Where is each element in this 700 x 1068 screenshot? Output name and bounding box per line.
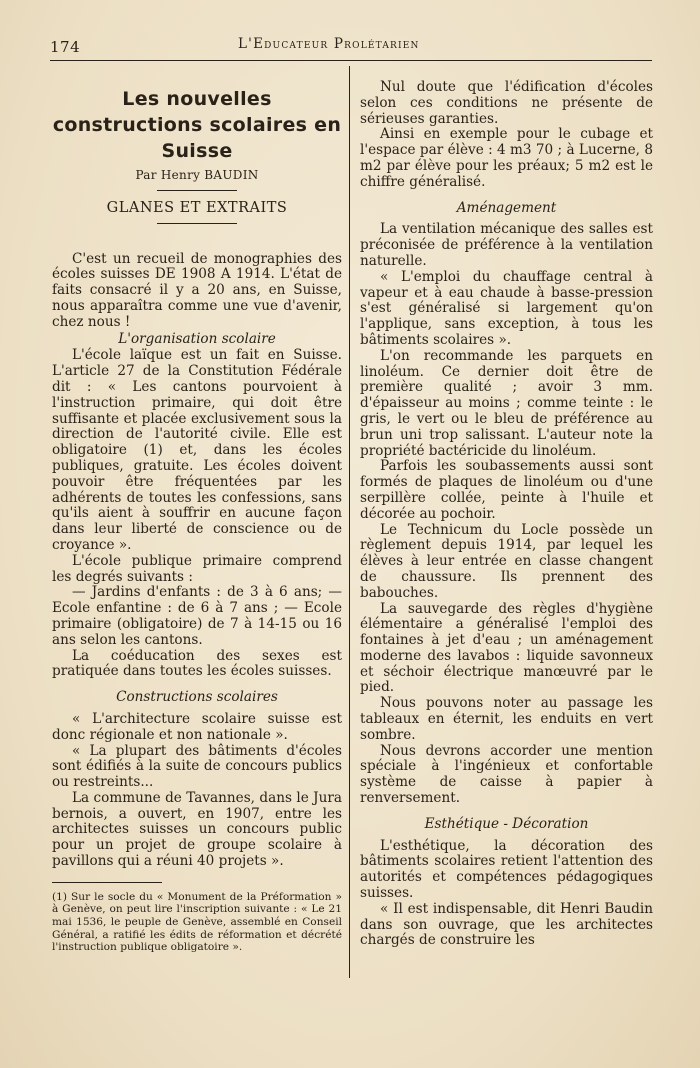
paragraph: « L'architecture scolaire suisse est donc régionale et non nationale ». — [52, 710, 342, 743]
right-column — [360, 80, 653, 949]
intro-paragraph: C'est un recueil de monographies des écoles suisses DE 1908 A 1914. L'état de faits consacré il y a 20 ans, en Suisse, nous apparaîtra comme une vue d'avenir, chez nous ! — [52, 250, 342, 330]
page-number: 174 — [50, 38, 81, 56]
column-divider — [349, 66, 350, 978]
title-rule — [157, 190, 237, 191]
paragraph: « L'emploi du chauffage central à vapeur et à eau chaude à basse-pression s'est généralisé si largement qu'on l'applique, sans exception, à tous les bâtiments scolaires ». — [360, 268, 653, 348]
section-heading-organisation: L'organisation scolaire — [118, 330, 276, 347]
article-title: Les nouvelles constructions scolaires en Suisse — [52, 88, 342, 162]
paragraph: L'on recommande les parquets en linoléum. Ce dernier doit être de première qualité ; avoir 3 mm. d'épaisseur au moins ; comme teinte : le gris, le vert ou le bleu de préférence au brun uni trop salissant. L'auteur note la propriété bactéricide du linoléum. — [360, 347, 653, 459]
paragraph: L'esthétique, la décoration des bâtiments scolaires retient l'attention des autorités et compétences pédagogiques suisses. — [360, 837, 653, 902]
left-column — [52, 78, 342, 954]
paragraph: L'école publique primaire comprend les degrés suivants : — [52, 552, 342, 585]
article-byline: Par Henry BAUDIN — [135, 168, 259, 182]
paragraph: « La plupart des bâtiments d'écoles sont édifiés à la suite de concours publics ou restreints... — [52, 742, 342, 791]
section-heading-constructions: Constructions scolaires — [116, 689, 278, 706]
section-heading-amenagement: Aménagement — [456, 199, 557, 216]
paragraph: « Il est indispensable, dit Henri Baudin dans son ouvrage, que les architectes chargés de construire les — [360, 900, 653, 949]
paragraph: La sauvegarde des règles d'hygiène élémentaire a généralisé l'emploi des fontaines à jet d'eau ; un aménagement moderne des lavabos : liquide savonneux et séchoir électrique manœuvré par le pied. — [360, 600, 653, 696]
footnote-rule — [52, 882, 162, 883]
running-head: L'Educateur Prolétarien — [238, 36, 420, 52]
paragraph: Nous devrons accorder une mention spéciale à l'ingénieux et confortable système de caisse à papier à renversement. — [360, 742, 653, 807]
paragraph: La commune de Tavannes, dans le Jura bernois, a ouvert, en 1907, entre les architectes suisses un concours public pour un projet de groupe scolaire à pavillons qui a réuni 40 projets ». — [52, 789, 342, 870]
paragraph: Nul doute que l'édification d'écoles selon ces conditions ne présente de sérieuses garanties. — [360, 79, 653, 127]
paragraph-list: — Jardins d'enfants : de 3 à 6 ans; — Ecole enfantine : de 6 à 7 ans ; — Ecole primaire (obligatoire) de 7 à 14-15 ou 16 ans selon les cantons. — [52, 584, 342, 648]
section-heading-esthetique: Esthétique - Décoration — [424, 815, 589, 832]
header-rule — [50, 60, 652, 61]
footnote-text: (1) Sur le socle du « Monument de la Préformation » à Genève, on peut lire l'inscription suivante : « Le 21 mai 1536, le peuple de Genève, assemblé en Conseil Général, a ratifié les édits de réformation et décrété l'instruction publique obligatoire ». — [52, 890, 342, 954]
paragraph: Parfois les soubassements aussi sont formés de plaques de linoléum ou d'une serpillère collée, peinte à l'huile et décorée au pochoir. — [360, 458, 653, 522]
paragraph: Nous pouvons noter au passage les tableaux en éternit, les enduits en vert sombre. — [360, 695, 653, 743]
paragraph: Le Technicum du Locle possède un règlement depuis 1914, par lequel les élèves à leur entrée en classe changent de chaussure. Ils prennent des babouches. — [360, 521, 653, 601]
rubric-heading: GLANES ET EXTRAITS — [106, 199, 288, 216]
paragraph: La coéducation des sexes est pratiquée dans toutes les écoles suisses. — [52, 647, 342, 680]
rubric-rule — [157, 223, 237, 224]
paragraph: La ventilation mécanique des salles est préconisée de préférence à la ventilation naturelle. — [360, 221, 653, 269]
paragraph: L'école laïque est un fait en Suisse. L'article 27 de la Constitution Fédérale dit : « Les cantons pourvoient à l'instruction primaire, qui doit être suffisante et placée exclusivement sous la direction de l'autorité civile. Elle est obligatoire (1) et, dans les écoles publiques, gratuite. Les écoles doivent pouvoir être fréquentées par les adhérents de toutes les confessions, sans qu'ils aient à souffrir en aucune façon dans leur liberté de conscience ou de croyance ». — [52, 347, 342, 553]
spacer — [52, 230, 342, 252]
footnote — [52, 891, 342, 954]
paragraph: Ainsi en exemple pour le cubage et l'espace par élève : 4 m3 70 ; à Lucerne, 8 m2 par élève pour les préaux; 5 m2 est le chiffre généralisé. — [360, 126, 653, 190]
